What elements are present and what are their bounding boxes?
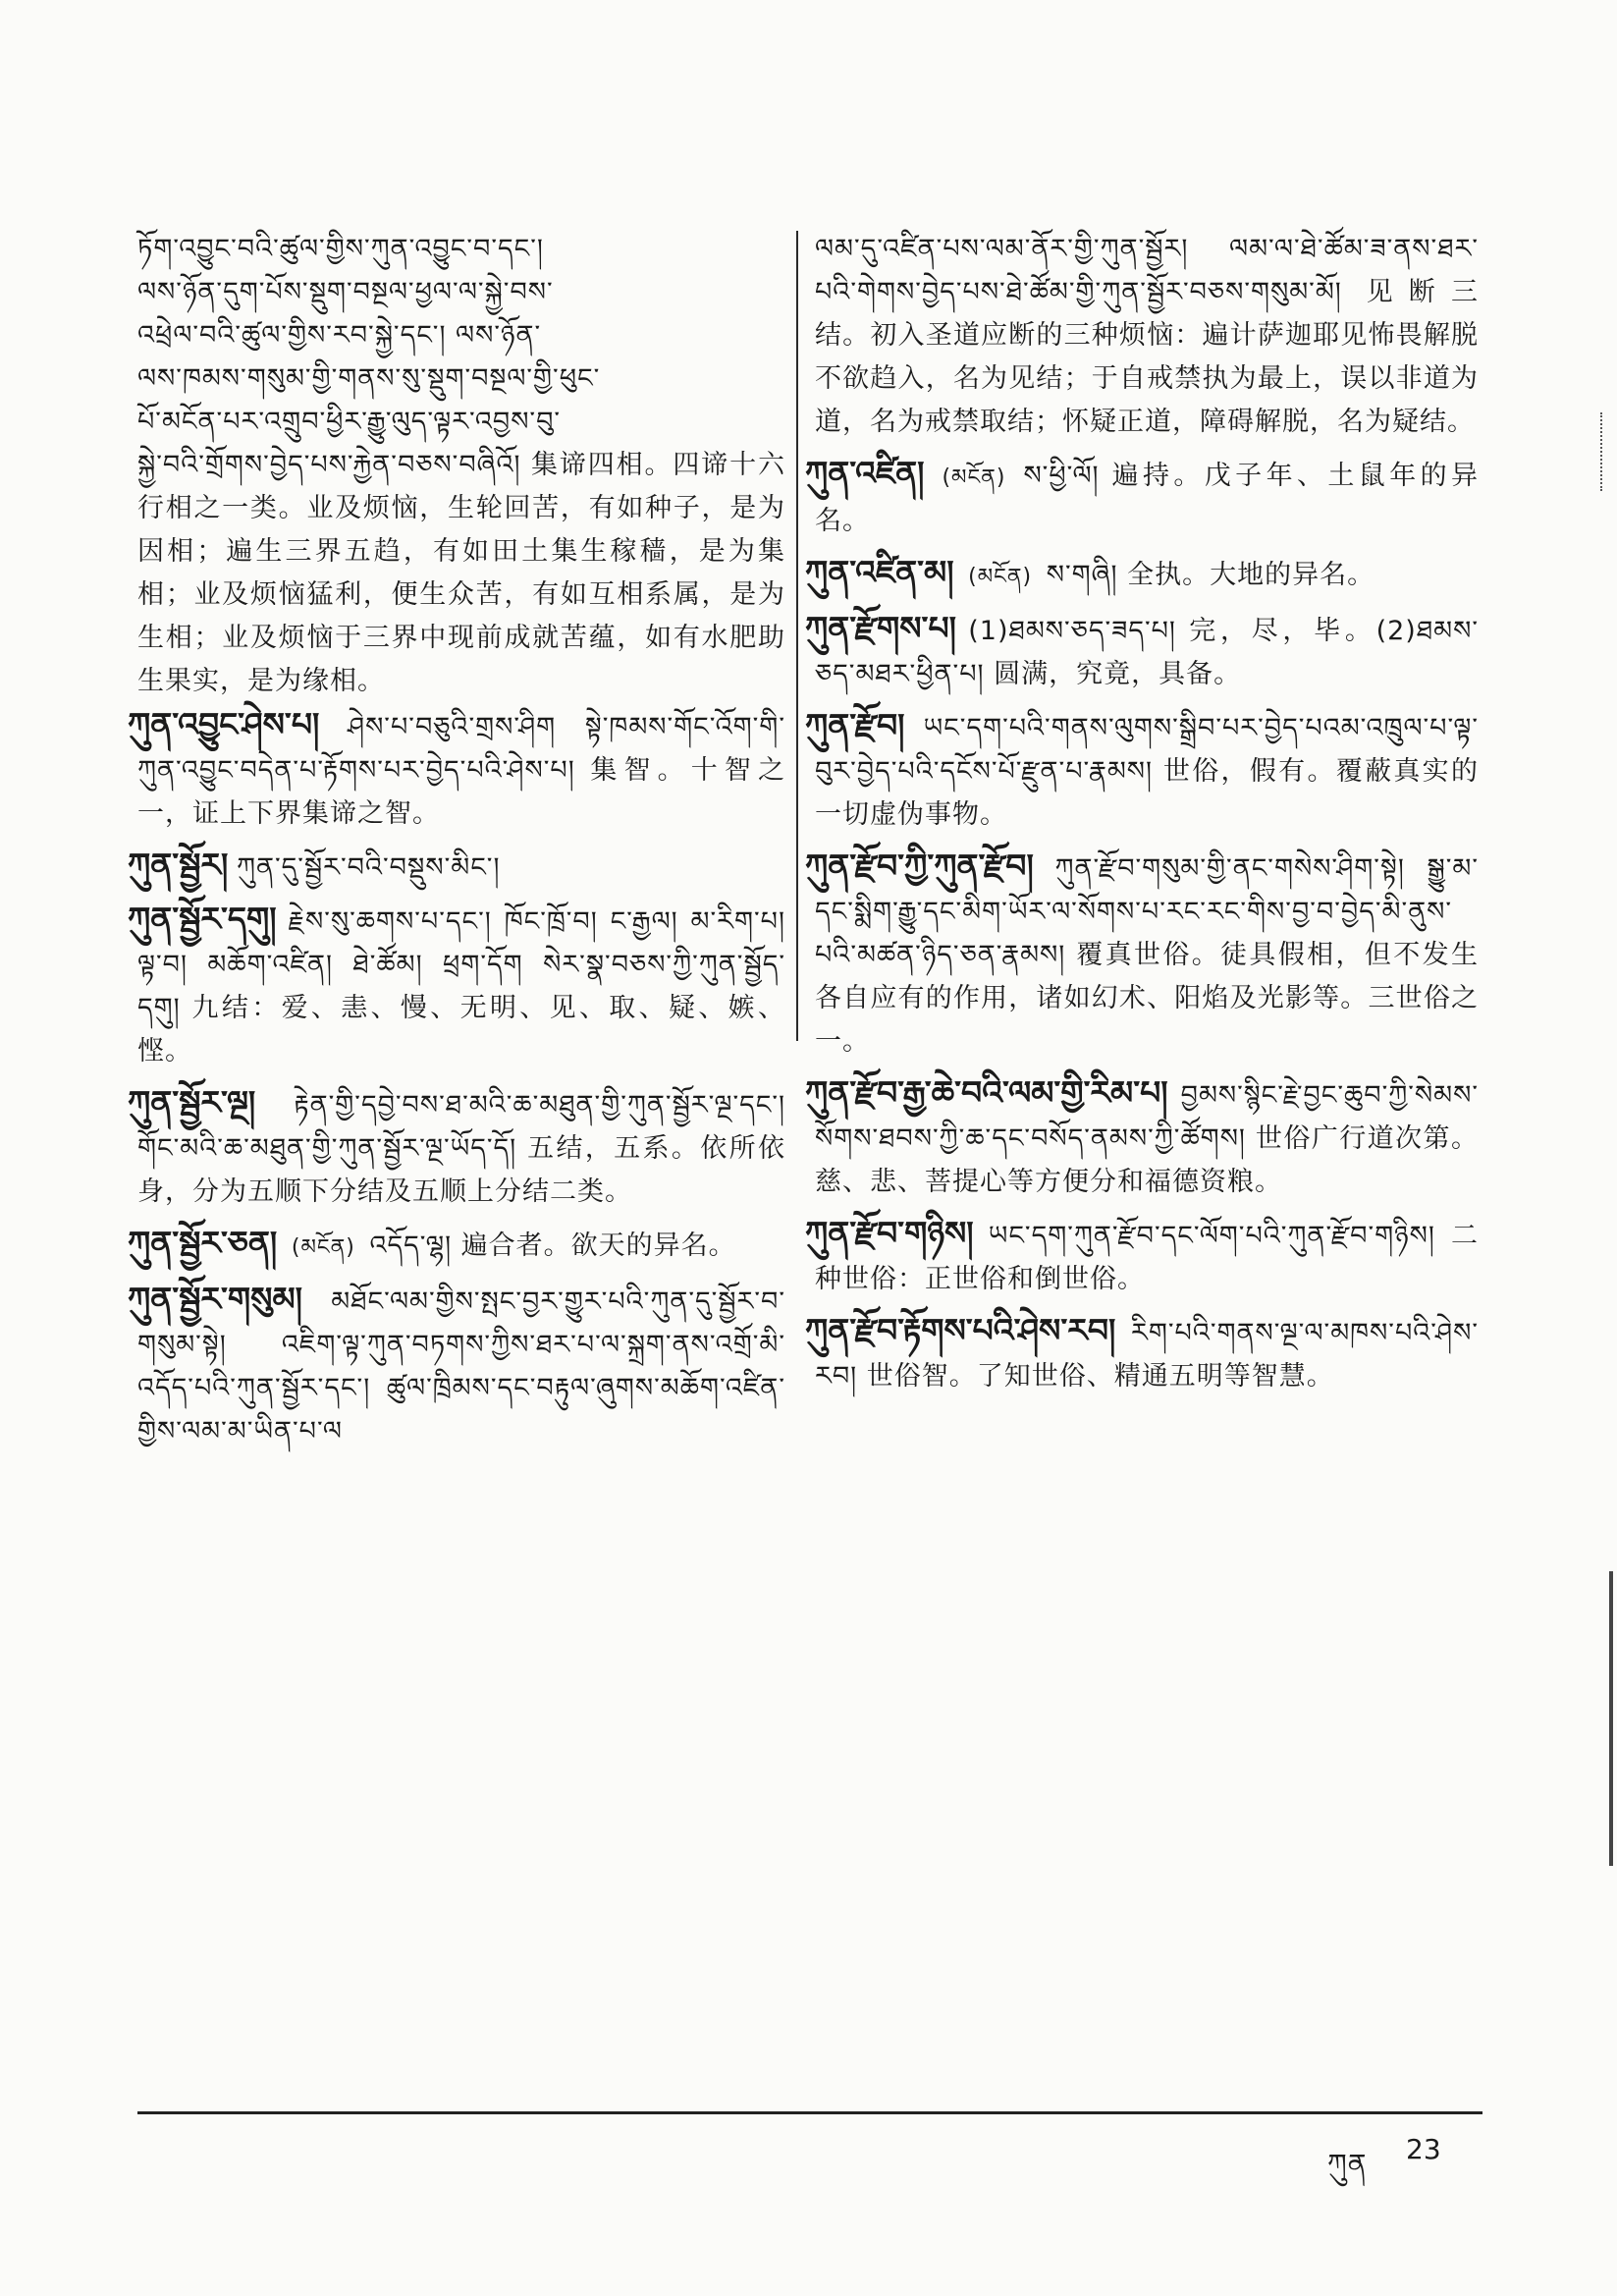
text-line: ལས་ཉོན་དུག་པོས་སྡུག་བསྔལ་ཕྱལ་ལ་སྐྱེ་བས་ — [137, 277, 554, 307]
text-line: ལས་ཁམས་གསུམ་གྱི་གནས་སུ་སྡུག་བསྔལ་གྱི་ཕུང་ — [137, 363, 601, 394]
entry-headword: ཀུན་སྦྱོར་གསུམ། — [128, 1280, 302, 1318]
entry-headword: ཀུན་འཛིན་མ། — [805, 553, 954, 591]
dictionary-entry — [805, 607, 1479, 696]
column-divider — [796, 231, 798, 1041]
entry-definition: ས་ཕྱི་ལོ། 遍持。戊子年、土鼠年的异名。 — [815, 461, 1479, 536]
entry-definition: ཀུན་རྫོབ་གསུམ་གྱི་ནང་གསེས་ཤིག་སྟེ། སྒྱུ་མ་དང་སྨིག་རྒྱུ་དང་མིག་ཡོར་ལ་སོགས་པ་རང་རང་གིས་བྱ་བ་བྱེད་མི་ནུས་པའི་མཚན་ཉིད་ཅན་རྣམས། 覆真世俗。徒具假相，但不发生各自应有的作用，诸如幻术、阳焰及光影等。三世俗之一。 — [815, 853, 1479, 1057]
footer-rule — [137, 2111, 1482, 2114]
entry-definition: འདོད་ལྷ། 遍合者。欲天的异名。 — [369, 1230, 736, 1261]
scan-edge-mark — [1600, 412, 1610, 491]
entry-headword: ཀུན་འབྱུང་ཤེས་པ། — [128, 705, 320, 743]
right-continuation: ལམ་དུ་འཛིན་པས་ལམ་ནོར་གྱི་ཀུན་སྦྱོར། ལམ་ལ་ཐེ་ཚོམ་ཟ་ནས་ཐར་པའི་གེགས་བྱེད་པས་ཐེ་ཚོམ་གྱི་ཀུན་སྦྱོར་བཅས་གསུམ་མོ། 见断三结。初入圣道应断的三种烦恼：遍计萨迦耶见怖畏解脱不欲趋入，名为见结；于自戒禁执为最上，误以非道为道，名为戒禁取结；怀疑正道，障碍解脱，名为疑结。 — [815, 234, 1479, 437]
entry-definition: ཡང་དག་པའི་གནས་ལུགས་སྒྲིབ་པར་བྱེད་པའམ་འཁྲུལ་པ་ལྟ་བུར་བྱེད་པའི་དངོས་པོ་རྫུན་པ་རྣམས། 世俗，假有。覆蔽真实的一切虚伪事物。 — [815, 713, 1479, 830]
dictionary-entry — [805, 704, 1479, 837]
entry-headword: ཀུན་རྫོབ་ཀྱི་ཀུན་རྫོབ། — [805, 847, 1034, 885]
entry-definition: མཐོང་ལམ་གྱིས་སྤང་བྱར་གྱུར་པའི་ཀུན་དུ་སྦྱོར་བ་གསུམ་སྟེ། འཇིག་ལྟ་ཀུན་བཏགས་ཀྱིས་ཐར་པ་ལ་སྐྲག་ནས་འགྲོ་མི་འདོད་པའི་ཀུན་སྦྱོར་དང་། ཚུལ་ཁྲིམས་དང་བརྟུལ་ཞུགས་མཆོག་འཛིན་གྱིས་ལམ་མ་ཡིན་པ་ལ — [137, 1286, 785, 1447]
entry-definition: རྗེས་སུ་ཆགས་པ་དང་། ཁོང་ཁྲོ་བ། ང་རྒྱལ། མ་རིག་པ། ལྟ་བ། མཆོག་འཛིན། ཐེ་ཚོམ། ཕྲག་དོག སེར་སྣ་བཅས་ཀྱི་ཀུན་སྦྱོད་དགུ། 九结：爱、恚、慢、无明、见、取、疑、嫉、悭。 — [137, 906, 785, 1066]
entry-headword: ཀུན་རྫོབ་རྟོགས་པའི་ཤེས་རབ། — [805, 1311, 1116, 1349]
dictionary-entry — [128, 844, 785, 890]
entry-register-tag: (མངོན) — [291, 1235, 355, 1260]
running-headword: ཀུན — [1327, 2148, 1368, 2180]
dictionary-entry — [128, 1278, 785, 1453]
dictionary-entry — [128, 1081, 785, 1214]
text-line: ཏོག་འབྱུང་བའི་ཚུལ་གྱིས་ཀུན་འབྱུང་བ་དང་། — [137, 234, 544, 264]
dictionary-entry — [805, 551, 1479, 599]
entry-headword: ཀུན་རྫོགས་པ། — [805, 609, 956, 647]
right-column — [805, 228, 1479, 1406]
text-line: སྐྱེ་བའི་གྲོགས་བྱེད་པས་རྐྱེན་བཅས་བཞིའོ། 集谛四相。四谛十六行相之一类。业及烦恼，生轮回苦，有如种子，是为因相；遍生三界五趋，有如田土集生稼穑，是为集相；业及烦恼猛利，便生众苦，有如互相系属，是为生相；业及烦恼于三界中现前成就苦蕴，如有水肥助生果实，是为缘相。 — [137, 450, 785, 696]
scan-edge-mark — [1609, 1571, 1613, 1866]
text-line: འཕྲེལ་བའི་ཚུལ་གྱིས་རབ་སྐྱེ་དང་། ལས་ཉོན་ — [137, 320, 542, 351]
entry-definition: རིག་པའི་གནས་ལྔ་ལ་མཁས་པའི་ཤེས་རབ། 世俗智。了知世俗、精通五明等智慧。 — [815, 1318, 1479, 1392]
entry-headword: ཀུན་སྦྱོར། — [128, 846, 229, 884]
entry-definition: ཡང་དག་ཀུན་རྫོབ་དང་ལོག་པའི་ཀུན་རྫོབ་གཉིས། 二种世俗：正世俗和倒世俗。 — [815, 1221, 1479, 1294]
entry-definition: བྱམས་སྙིང་རྗེ་བྱང་ཆུབ་ཀྱི་སེམས་སོགས་ཐབས་ཀྱི་ཆ་དང་བསོད་ནམས་ཀྱི་ཚོགས། 世俗广行道次第。慈、悲、菩提心等方便分和福德资粮。 — [815, 1080, 1479, 1197]
dictionary-entry — [128, 703, 785, 836]
text-line: པོ་མངོན་པར་འགྲུབ་ཕྱིར་རྒྱུ་ལུད་ལྟར་འབྱས་བུ་ — [137, 407, 562, 437]
dictionary-entry — [128, 1222, 785, 1270]
dictionary-entry — [805, 1212, 1479, 1301]
dictionary-entry — [805, 1071, 1479, 1204]
entry-definition: རྟེན་གྱི་དབྱེ་བས་ཐ་མའི་ཆ་མཐུན་གྱི་ཀུན་སྦྱོར་ལྔ་དང་། གོང་མའི་ཆ་མཐུན་གྱི་ཀུན་སྦྱོར་ལྔ་ཡོད་དོ། 五结，五系。依所依身，分为五顺下分结及五顺上分结二类。 — [137, 1090, 785, 1207]
entry-definition: ས་གཞི། 全执。大地的异名。 — [1046, 560, 1375, 590]
dictionary-entry — [805, 845, 1479, 1064]
entry-headword: ཀུན་རྫོབ། — [805, 706, 905, 744]
page-number: 23 — [1406, 2133, 1441, 2165]
entry-headword: ཀུན་འཛིན། — [805, 454, 925, 492]
entry-definition: (1)ཐམས་ཅད་ཟད་པ། 完，尽，毕。(2)ཐམས་ཅད་མཐར་ཕྱིན་པ། 圆满，究竟，具备。 — [815, 616, 1479, 689]
left-column — [128, 228, 785, 1461]
left-continuation — [137, 228, 785, 703]
entry-headword: ཀུན་རྫོབ་རྒྱ་ཆེ་བའི་ལམ་གྱི་རིམ་པ། — [805, 1073, 1168, 1112]
entry-headword: ཀུན་སྦྱོར་དགུ། — [128, 900, 277, 938]
entry-headword: ཀུན་སྦྱོར་ལྔ། — [128, 1083, 256, 1121]
entry-definition: ཤེས་པ་བཅུའི་གྲས་ཤིག སྟེ་ཁམས་གོང་འོག་གི་ཀུན་འབྱུང་བདེན་པ་རྟོགས་པར་བྱེད་པའི་ཤེས་པ། 集智。十智之一，证上下界集谛之智。 — [137, 712, 785, 829]
entry-headword: ཀུན་རྫོབ་གཉིས། — [805, 1214, 974, 1252]
entry-headword: ཀུན་སྦྱོར་ཅན། — [128, 1224, 278, 1262]
entry-register-tag: (མངོན) — [942, 465, 1006, 490]
dictionary-entry — [805, 452, 1479, 543]
dictionary-entry — [128, 898, 785, 1073]
entry-register-tag: (མངོན) — [968, 565, 1033, 589]
dictionary-entry — [805, 1309, 1479, 1398]
entry-definition: ཀུན་དུ་སྦྱོར་བའི་བསྡུས་མིང་། — [236, 852, 501, 883]
